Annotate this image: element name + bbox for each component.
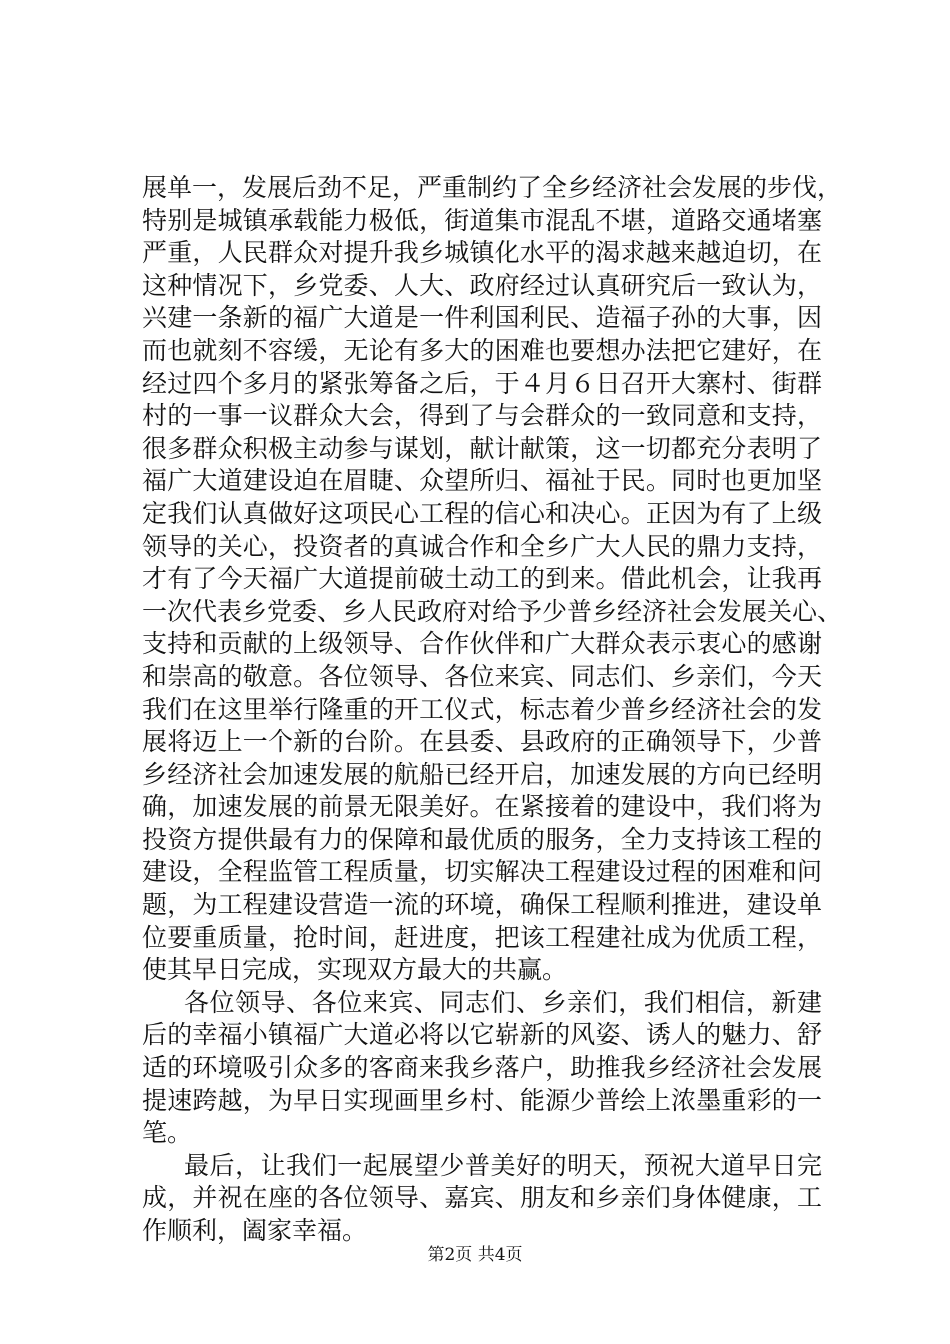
text-line: 兴建一条新的福广大道是一件利国利民、造福子孙的大事，因 — [142, 303, 822, 333]
text-line: 这种情况下，乡党委、人大、政府经过认真研究后一致认为， — [142, 270, 822, 300]
text-line: 位要重质量，抢时间，赶进度，把该工程建社成为优质工程， — [142, 922, 822, 952]
text-line: 提速跨越，为早日实现画里乡村、能源少普绘上浓墨重彩的一 — [142, 1085, 822, 1115]
page-number-footer: 第2页 共4页 — [427, 1245, 523, 1265]
text-line: 和崇高的敬意。各位领导、各位来宾、同志们、乡亲们，今天 — [142, 661, 822, 691]
text-line: 特别是城镇承载能力极低，街道集市混乱不堪，道路交通堵塞 — [142, 205, 822, 235]
text-line: 支持和贡献的上级领导、合作伙伴和广大群众表示衷心的感谢 — [142, 629, 822, 659]
text-line: 题，为工程建设营造一流的环境，确保工程顺利推进，建设单 — [142, 890, 822, 920]
text-line: 后的幸福小镇福广大道必将以它崭新的风姿、诱人的魅力、舒 — [142, 1020, 822, 1050]
text-line: 乡经济社会加速发展的航船已经开启，加速发展的方向已经明 — [142, 759, 822, 789]
text-line: 定我们认真做好这项民心工程的信心和决心。正因为有了上级 — [142, 498, 822, 528]
text-line: 我们在这里举行隆重的开工仪式，标志着少普乡经济社会的发 — [142, 694, 822, 724]
text-line: 一次代表乡党委、乡人民政府对给予少普乡经济社会发展关心、 — [142, 596, 843, 626]
text-line: 适的环境吸引众多的客商来我乡落户，助推我乡经济社会发展 — [142, 1053, 822, 1083]
text-line: 笔。 — [142, 1118, 193, 1148]
text-line: 领导的关心，投资者的真诚合作和全乡广大人民的鼎力支持， — [142, 531, 822, 561]
text-line: 投资方提供最有力的保障和最优质的服务，全力支持该工程的 — [142, 824, 822, 854]
text-line: 建设，全程监管工程质量，切实解决工程建设过程的困难和问 — [142, 857, 822, 887]
text-line: 最后，让我们一起展望少普美好的明天，预祝大道早日完 — [184, 1150, 822, 1180]
text-line: 各位领导、各位来宾、同志们、乡亲们，我们相信，新建 — [184, 987, 822, 1017]
text-line: 使其早日完成，实现双方最大的共赢。 — [142, 955, 568, 985]
text-line: 而也就刻不容缓，无论有多大的困难也要想办法把它建好，在 — [142, 335, 822, 365]
text-line: 很多群众积极主动参与谋划，献计献策，这一切都充分表明了 — [142, 433, 822, 463]
text-line: 作顺利，阖家幸福。 — [142, 1216, 368, 1245]
text-line: 展单一，发展后劲不足，严重制约了全乡经济社会发展的步伐， — [142, 173, 843, 202]
text-line: 福广大道建设迫在眉睫、众望所归、福祉于民。同时也更加坚 — [142, 466, 822, 496]
document-body — [142, 172, 843, 1248]
text-line: 严重，人民群众对提升我乡城镇化水平的渴求越来越迫切，在 — [142, 238, 822, 268]
text-line: 村的一事一议群众大会，得到了与会群众的一致同意和支持， — [142, 401, 822, 431]
text-line: 成，并祝在座的各位领导、嘉宾、朋友和乡亲们身体健康，工 — [142, 1183, 822, 1213]
text-line: 才有了今天福广大道提前破土动工的到来。借此机会，让我再 — [142, 564, 822, 594]
text-line: 经过四个多月的紧张筹备之后，于４月６日召开大寨村、街群 — [142, 368, 822, 398]
text-line: 确，加速发展的前景无限美好。在紧接着的建设中，我们将为 — [142, 792, 822, 822]
text-line: 展将迈上一个新的台阶。在县委、县政府的正确领导下，少普 — [142, 727, 822, 757]
